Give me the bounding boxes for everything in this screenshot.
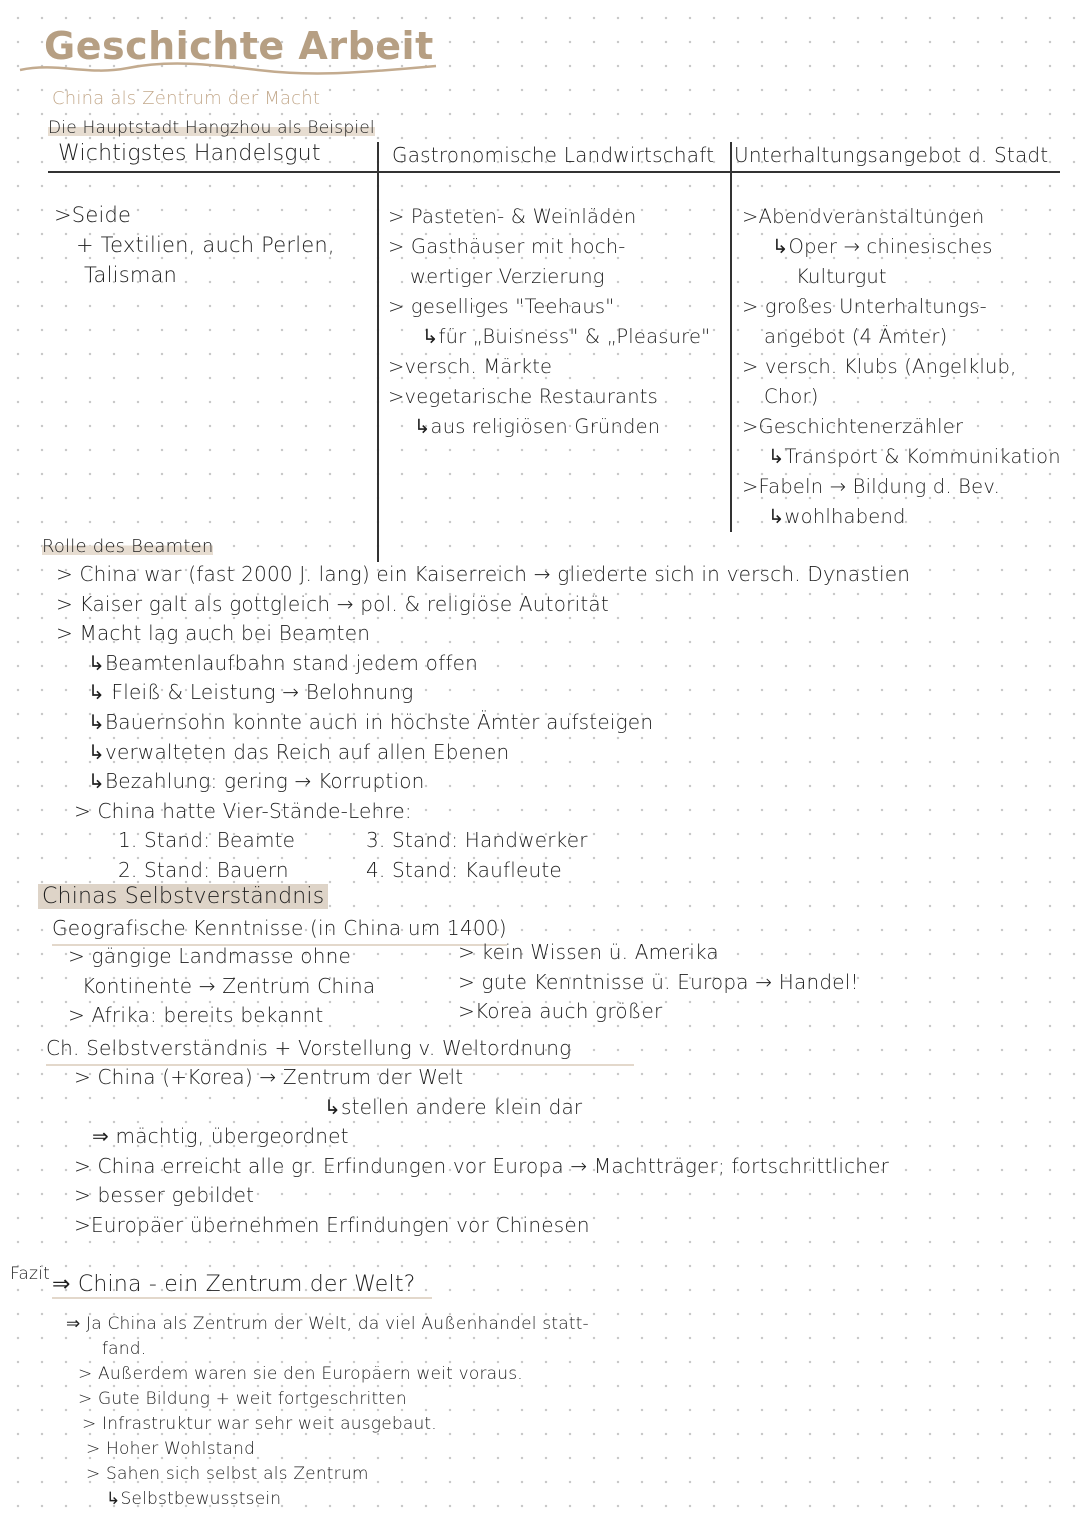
table-column-unterhaltung bbox=[742, 202, 1061, 532]
list-item: fand. bbox=[102, 1339, 147, 1359]
fazit-label: Fazit bbox=[10, 1264, 50, 1284]
table-cell-line: >Seide bbox=[54, 203, 132, 227]
table-cell-line: > versch. Klubs (Angelklub, bbox=[742, 355, 1017, 378]
table-cell-line: ↳Transport & Kommunikation bbox=[768, 445, 1061, 468]
table-cell-line: > geselliges "Teehaus" bbox=[388, 295, 615, 318]
fazit-list bbox=[66, 1312, 589, 1512]
geo-heading: Geografische Kenntnisse (in China um 1400) bbox=[52, 914, 507, 946]
list-item: ⇒ mächtig, übergeordnet bbox=[92, 1124, 349, 1149]
list-item: >Europäer übernehmen Erfindungen vor Chinesen bbox=[74, 1212, 590, 1237]
list-item: 3. Stand: Handwerker bbox=[366, 828, 588, 852]
table-cell-line: ↳wohlhabend bbox=[768, 505, 906, 528]
list-item: >Korea auch größer bbox=[458, 999, 663, 1024]
list-item: > gute Kenntnisse ü. Europa → Handel! bbox=[458, 969, 859, 994]
section-heading-beamte bbox=[42, 536, 213, 557]
list-item: > Außerdem waren sie den Europäern weit voraus. bbox=[78, 1364, 523, 1384]
list-item: ↳Selbstbewusstsein bbox=[106, 1489, 282, 1509]
list-item: > China war (fast 2000 J. lang) ein Kaiserreich → gliederte sich in versch. Dynastien bbox=[56, 562, 911, 586]
table-cell-line: > großes Unterhaltungs- bbox=[742, 295, 987, 318]
table-header-line bbox=[48, 171, 1060, 173]
table-cell-line: Talisman bbox=[84, 263, 178, 287]
table-cell-line: ↳für „Buisness" & „Pleasure" bbox=[422, 325, 711, 348]
list-item: 2. Stand: Bauern bbox=[118, 857, 289, 882]
geo-left bbox=[68, 942, 375, 1031]
fazit-question: ⇒ China - ein Zentrum der Welt? bbox=[52, 1272, 432, 1299]
page-title: Geschichte Arbeit bbox=[44, 24, 434, 68]
list-item: > Kaiser galt als gottgleich → pol. & religiöse Autorität bbox=[56, 591, 609, 616]
section-selbst-list bbox=[74, 1063, 889, 1241]
list-item: > kein Wissen ü. Amerika bbox=[458, 940, 719, 964]
table-cell-line: >Abendveranstaltungen bbox=[742, 205, 985, 228]
table-column-gastronomie bbox=[388, 202, 710, 442]
table-divider-1 bbox=[377, 142, 379, 562]
list-item: > China erreicht alle gr. Erfindungen vor Europa → Machtträger; fortschrittlicher bbox=[74, 1153, 890, 1178]
title-underline-swash bbox=[18, 58, 438, 80]
section-heading-text: Rolle des Beamten bbox=[42, 536, 214, 557]
table-cell-line: angebot (4 Ämter) bbox=[764, 325, 948, 348]
table-divider-2 bbox=[730, 142, 732, 532]
list-item: > Macht lag auch bei Beamten bbox=[56, 621, 371, 646]
staende-right bbox=[366, 826, 588, 885]
table-cell-line: + Textilien, auch Perlen, bbox=[76, 233, 335, 257]
section-heading-selbst bbox=[38, 884, 328, 909]
list-item: > China (+Korea) → Zentrum der Welt bbox=[74, 1065, 464, 1089]
table-cell-line: >vegetarische Restaurants bbox=[388, 385, 658, 408]
list-item: ↳verwalteten das Reich auf allen Ebenen bbox=[88, 739, 510, 764]
list-item: 4. Stand: Kaufleute bbox=[366, 857, 562, 882]
table-cell-line: Chor) bbox=[764, 385, 819, 408]
table-cell-line: > Gasthäuser mit hoch- bbox=[388, 235, 626, 258]
list-item: 1. Stand: Beamte bbox=[118, 828, 296, 852]
table-cell-line: ↳Oper → chinesisches bbox=[772, 235, 993, 258]
list-item: ⇒ Ja China als Zentrum der Welt, da viel Außenhandel statt- bbox=[66, 1314, 589, 1334]
table-cell-line: Kulturgut bbox=[796, 265, 887, 288]
list-item: ↳Bezahlung: gering → Korruption bbox=[88, 769, 425, 794]
list-item: > Gute Bildung + weit fortgeschritten bbox=[78, 1389, 407, 1409]
list-item: ↳Bauernsohn konnte auch in höchste Ämter aufsteigen bbox=[88, 709, 654, 734]
list-item: > China hatte Vier-Stände-Lehre: bbox=[74, 798, 412, 823]
table-cell-line: > Pasteten- & Weinläden bbox=[388, 205, 637, 228]
list-item: ↳ Fleiß & Leistung → Belohnung bbox=[88, 680, 414, 705]
section-beamte-list bbox=[56, 560, 910, 826]
table-cell-line: ↳aus religiösen Gründen bbox=[414, 415, 661, 438]
table-header-gastronomie: Gastronomische Landwirtschaft bbox=[392, 143, 715, 167]
list-item: > Hoher Wohlstand bbox=[86, 1439, 256, 1459]
table-header-handelsgut: Wichtigstes Handelsgut bbox=[58, 141, 321, 166]
section-heading-text: Chinas Selbstverständnis bbox=[38, 884, 328, 909]
geo-right bbox=[458, 938, 859, 1027]
list-item: > gängige Landmasse ohne bbox=[68, 944, 351, 968]
table-cell-line: >Geschichtenerzähler bbox=[742, 415, 964, 438]
table-cell-line: >versch. Märkte bbox=[388, 355, 553, 378]
list-item: Kontinente → Zentrum China bbox=[82, 973, 376, 998]
table-cell-line: >Fabeln → Bildung d. Bev. bbox=[742, 475, 1000, 498]
list-item: > Sahen sich selbst als Zentrum bbox=[86, 1464, 369, 1484]
table-column-handelsgut bbox=[54, 200, 335, 290]
table-header-unterhaltung: Unterhaltungsangebot d. Stadt bbox=[734, 143, 1049, 167]
subheading: Die Hauptstadt Hangzhou als Beispiel bbox=[48, 118, 375, 138]
list-item: > besser gebildet bbox=[74, 1183, 255, 1208]
list-item: > Afrika: bereits bekannt bbox=[68, 1003, 324, 1028]
list-item: > Infrastruktur war sehr weit ausgebaut. bbox=[82, 1414, 437, 1434]
table-cell-line: wertiger Verzierung bbox=[410, 265, 605, 288]
staende-left bbox=[118, 826, 295, 885]
subtitle: China als Zentrum der Macht bbox=[52, 88, 321, 109]
list-item: ↳stellen andere klein dar bbox=[324, 1094, 583, 1119]
list-item: ↳Beamtenlaufbahn stand jedem offen bbox=[88, 650, 478, 675]
weltordnung-heading: Ch. Selbstverständnis + Vorstellung v. Weltordnung bbox=[46, 1034, 634, 1066]
